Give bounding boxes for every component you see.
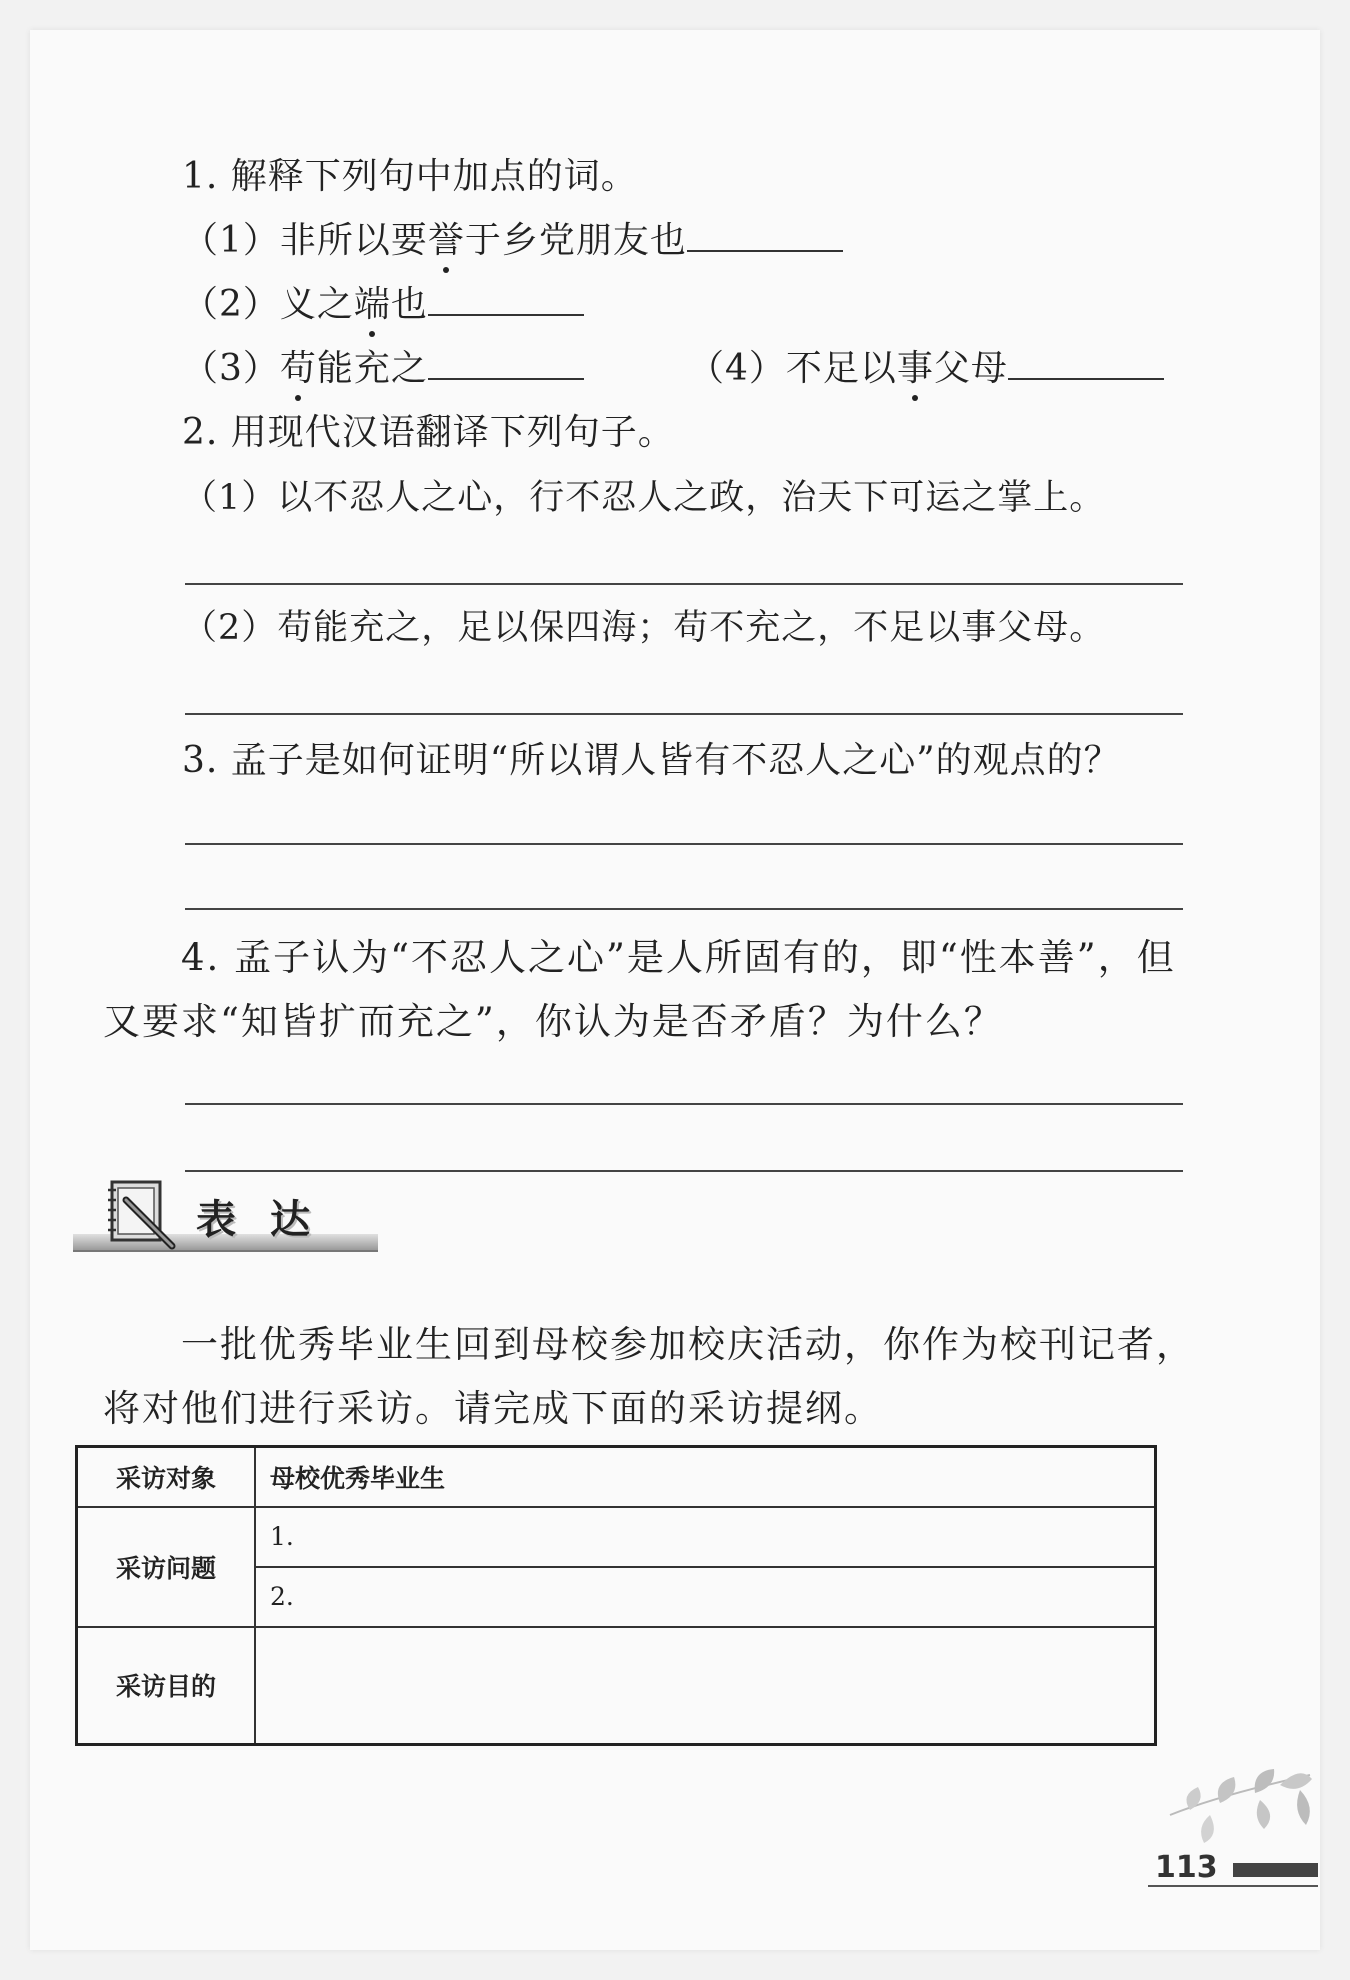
question-1-cell[interactable]: 1. — [255, 1507, 1156, 1567]
answer-line[interactable] — [185, 843, 1183, 845]
purpose-label: 采访目的 — [77, 1627, 256, 1745]
section-intro: 一批优秀毕业生回到母校参加校庆活动，你作为校刊记者，将对他们进行采访。请完成下面的采访提纲。 — [103, 1323, 1195, 1430]
answer-line[interactable] — [185, 1170, 1183, 1172]
table-row — [77, 1507, 1156, 1567]
target-label: 采访对象 — [77, 1447, 256, 1507]
question-2-cell[interactable]: 2. — [255, 1567, 1156, 1627]
q1-item-2: （2）义之端也 — [182, 276, 584, 327]
answer-line[interactable] — [185, 583, 1183, 585]
questions-label: 采访问题 — [77, 1507, 256, 1627]
notebook-pen-icon — [98, 1172, 188, 1252]
q1-item-4: （4）不足以事父母 — [688, 340, 1164, 391]
q2-title: 2. 用现代汉语翻译下列句子。 — [182, 412, 675, 453]
page-number-rule — [1148, 1885, 1318, 1887]
q2-sentence-1: （1）以不忍人之心，行不忍人之政，治天下可运之掌上。 — [182, 478, 1106, 518]
dotted-word: 誉 — [428, 212, 465, 263]
answer-blank[interactable] — [687, 220, 843, 252]
q1-item-3: （3）苟能充之 — [182, 340, 584, 391]
page-number: 113 — [1155, 1850, 1218, 1885]
page-number-bar — [1233, 1863, 1318, 1877]
interview-outline-table — [75, 1445, 1157, 1746]
answer-blank[interactable] — [1008, 348, 1164, 380]
dotted-word: 苟 — [280, 340, 317, 391]
dotted-word: 端 — [354, 276, 391, 327]
answer-blank[interactable] — [428, 284, 584, 316]
answer-line[interactable] — [185, 1103, 1183, 1105]
section-title: 表达 — [196, 1197, 344, 1243]
answer-line[interactable] — [185, 908, 1183, 910]
answer-line[interactable] — [185, 713, 1183, 715]
answer-blank[interactable] — [428, 348, 584, 380]
target-value: 母校优秀毕业生 — [255, 1447, 1156, 1507]
purpose-cell[interactable] — [255, 1627, 1156, 1745]
q1-title: 1. 解释下列句中加点的词。 — [182, 156, 638, 197]
table-row — [77, 1447, 1156, 1507]
q2-sentence-2: （2）苟能充之，足以保四海；苟不充之，不足以事父母。 — [182, 608, 1106, 648]
dotted-word: 事 — [897, 340, 934, 391]
table-row — [77, 1627, 1156, 1745]
q1-item-1: （1）非所以要誉于乡党朋友也 — [182, 212, 843, 263]
leaf-decoration-icon — [1160, 1755, 1320, 1865]
q4-text: 4. 孟子认为“不忍人之心”是人所固有的，即“性本善”，但又要求“知皆扩而充之”，你认为是否矛盾？为什么？ — [103, 936, 1176, 1043]
q3-title: 3. 孟子是如何证明“所以谓人皆有不忍人之心”的观点的？ — [182, 740, 1121, 781]
